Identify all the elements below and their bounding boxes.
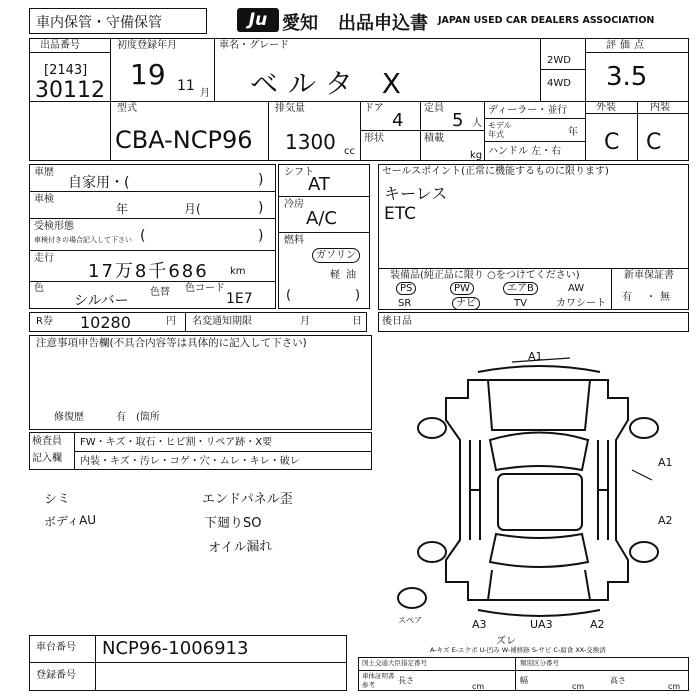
km-unit: km xyxy=(230,266,246,277)
listing-no: 30112 xyxy=(35,78,105,103)
vehicle-cert-label: 車体証明書 xyxy=(362,672,395,680)
person-unit: 人 xyxy=(472,118,482,129)
height-unit: cm xyxy=(668,682,681,691)
rear-window xyxy=(490,534,588,567)
right-door-lines xyxy=(598,440,608,540)
drive-4wd: 4WD xyxy=(547,78,571,89)
bracket-code: [2143] xyxy=(44,63,88,78)
equip-ps: PS xyxy=(396,282,416,295)
damage-mark-line-right xyxy=(632,470,652,480)
damage-legend: A-キズ E-エクボ U-凹み W-補修跡 S-サビ C-腐食 XX-交換済 xyxy=(430,646,606,654)
history-paren-close: ) xyxy=(258,172,264,188)
cc-unit: cc xyxy=(344,146,355,157)
capacity-value: 5 xyxy=(452,110,464,131)
exterior-grade: C xyxy=(604,130,620,155)
first-reg-year: 19 xyxy=(130,58,166,91)
trunk-panel xyxy=(488,570,590,600)
spare-tire xyxy=(398,588,426,608)
diagram-mark-top: A1 xyxy=(528,350,543,363)
yen-unit: 円 xyxy=(166,316,176,327)
length-label: 長さ xyxy=(398,676,414,685)
load-label: 積載 xyxy=(424,133,444,144)
history-value: 自家用・( xyxy=(68,175,130,191)
rear-left-wheel xyxy=(418,542,446,562)
first-reg-month: 11 xyxy=(177,78,195,94)
inspection-paren-close: ) xyxy=(258,200,264,216)
front-right-wheel xyxy=(630,418,658,438)
handwritten-note-5: オイル漏れ xyxy=(207,538,273,557)
year-unit: 年 xyxy=(568,127,578,138)
diagram-mark-bottom-1: A3 xyxy=(472,618,487,631)
displacement-label: 排気量 xyxy=(275,103,305,114)
doors-value: 4 xyxy=(392,110,404,131)
front-bumper xyxy=(478,366,600,372)
roof-panel xyxy=(498,474,582,530)
eval-label: 評価点 xyxy=(606,40,648,51)
rear-right-wheel xyxy=(630,542,658,562)
length-unit: cm xyxy=(472,682,485,691)
model-label: 型式 xyxy=(117,103,137,114)
dealer-label: ディーラー・並行 xyxy=(488,105,568,116)
mileage-label: 走行 xyxy=(34,253,54,264)
hood-panel xyxy=(488,380,590,430)
color-value: シルバー xyxy=(74,293,129,309)
handwritten-note-2: ボディAU xyxy=(43,512,97,530)
recycle-label: 受検形態 xyxy=(34,221,74,232)
diagram-mark-bottom-2: UA3 xyxy=(530,618,553,631)
exterior-label: 外装 xyxy=(596,102,616,113)
doors-label: ドア xyxy=(364,103,384,114)
selling-point-1: キーレス xyxy=(384,184,448,203)
form-title: 出品申込書 xyxy=(338,13,428,34)
model-value: CBA-NCP96 xyxy=(115,126,253,154)
ac-value: A/C xyxy=(306,208,337,229)
warranty-sep: ・ xyxy=(646,292,656,303)
month-unit: 月 xyxy=(200,88,210,99)
capacity-label: 定員 xyxy=(424,103,444,114)
entry-label: 記入欄 xyxy=(32,453,62,464)
repair-label: 修復歴 xyxy=(54,412,84,423)
height-label: 高さ xyxy=(610,676,626,685)
model-year-label-1: モデル xyxy=(488,121,512,130)
equipment-label: 装備品(純正品に限り ○をつけてください) xyxy=(390,270,580,281)
handwritten-note-1: シミ xyxy=(43,491,71,508)
repair-paren: (箇所 xyxy=(136,412,160,423)
displacement-value: 1300 xyxy=(285,130,336,154)
notes-label: 注意事項申告欄(不具合内容等は具体的に記入して下さい) xyxy=(36,337,307,349)
r-value: 10280 xyxy=(80,313,131,332)
recycle-note: 車検付きの場合記入して下さい xyxy=(34,236,132,244)
equip-pw: PW xyxy=(450,282,474,295)
name-change-month: 月 xyxy=(300,316,310,327)
warranty-no: 無 xyxy=(660,292,670,303)
ref-label: 参考 xyxy=(362,681,375,689)
diagram-mark-right-1: A1 xyxy=(658,456,673,469)
r-label: R券 xyxy=(36,316,53,327)
shift-label: シフト xyxy=(284,167,314,178)
inspection-year-unit: 年 xyxy=(116,202,129,216)
equip-seat: カワシート xyxy=(556,298,606,309)
category-label: 類別区分番号 xyxy=(520,659,559,667)
diagram-bottom-note: ズレ xyxy=(496,636,516,647)
spare-label: スペア xyxy=(398,616,422,625)
selling-point-2: ETC xyxy=(384,204,416,224)
front-left-wheel xyxy=(418,418,446,438)
selling-points-label: セールスポイント(正常に機能するものに限ります) xyxy=(382,166,609,177)
registration-label: 登録番号 xyxy=(36,670,76,681)
name-change-label: 名変通知期限 xyxy=(192,316,252,327)
equip-sr: SR xyxy=(398,298,412,309)
handwritten-note-4: 下廻りSO xyxy=(204,516,262,531)
kg-unit: kg xyxy=(470,150,483,161)
equip-ab: エアB xyxy=(503,282,538,295)
interior-label: 内装 xyxy=(650,102,670,113)
fuel-paren-close: ) xyxy=(355,288,361,303)
chassis-label: 車台番号 xyxy=(36,642,76,653)
inspection-month-unit: 月( xyxy=(184,202,201,216)
fw-row: FW・キズ・取石・ヒビ割・リペア跡・X要 xyxy=(80,437,273,448)
color-code-value: 1E7 xyxy=(226,291,253,307)
shift-value: AT xyxy=(308,174,330,195)
org-name: 愛知 xyxy=(282,13,318,34)
handwritten-note-3: エンドパネル歪 xyxy=(202,492,293,507)
mileage-value: 17万8千686 xyxy=(88,261,209,282)
warranty-label: 新車保証書 xyxy=(624,270,674,281)
car-name: ベルタ X xyxy=(250,67,411,100)
handle-label: ハンドル 左・右 xyxy=(488,146,562,157)
chassis-value: NCP96-1006913 xyxy=(102,638,249,659)
fuel-paren: ( xyxy=(286,288,292,303)
fuel-diesel: 軽油 xyxy=(330,270,362,281)
equip-aw: AW xyxy=(568,283,585,294)
color-label: 色 xyxy=(34,283,44,294)
fuel-gasoline: ガソリン xyxy=(312,248,360,263)
after-sale-label: 後日品 xyxy=(382,316,412,327)
name-change-day: 日 xyxy=(352,316,362,327)
ac-label: 冷房 xyxy=(284,199,304,210)
model-year-label-2: 年式 xyxy=(488,130,504,139)
fuel-label: 燃料 xyxy=(284,235,304,246)
interior-grade: C xyxy=(646,130,662,155)
storage-label: 車内保管・守備保管 xyxy=(36,15,162,31)
recycle-paren-close: ) xyxy=(258,228,264,244)
color-change-label: 色替 xyxy=(150,287,170,298)
history-label: 車歴 xyxy=(34,167,54,178)
eval-score: 3.5 xyxy=(606,62,648,92)
approved-no-label: 国土交通大臣指定番号 xyxy=(362,659,427,667)
listing-no-label: 出品番号 xyxy=(40,40,80,51)
left-door-lines xyxy=(470,440,480,540)
repair-value: 有 xyxy=(116,412,126,423)
warranty-yes: 有 xyxy=(622,292,632,303)
shape-label: 形状 xyxy=(364,133,384,144)
recycle-paren: ( xyxy=(140,228,146,244)
width-label: 幅 xyxy=(520,676,528,685)
width-unit: cm xyxy=(572,682,585,691)
diagram-mark-right-2: A2 xyxy=(658,514,673,527)
drive-2wd: 2WD xyxy=(547,55,571,66)
windshield xyxy=(490,433,588,471)
color-code-label: 色コード xyxy=(185,283,225,294)
inspector-label: 検査員 xyxy=(32,436,62,447)
association-name: JAPAN USED CAR DEALERS ASSOCIATION xyxy=(438,15,655,26)
rear-bumper xyxy=(478,610,600,616)
name-grade-label: 車名・グレード xyxy=(219,40,289,51)
first-reg-label: 初度登録年月 xyxy=(117,40,177,51)
logo-mark: Ju xyxy=(248,10,268,30)
inspection-label: 車検 xyxy=(34,194,54,205)
diagram-mark-bottom-3: A2 xyxy=(590,618,605,631)
equip-navi: ナビ xyxy=(452,297,480,310)
interior-row: 内装・キズ・汚レ・コゲ・穴・ムレ・キレ・破レ xyxy=(80,456,300,467)
equip-tv: TV xyxy=(514,298,527,309)
